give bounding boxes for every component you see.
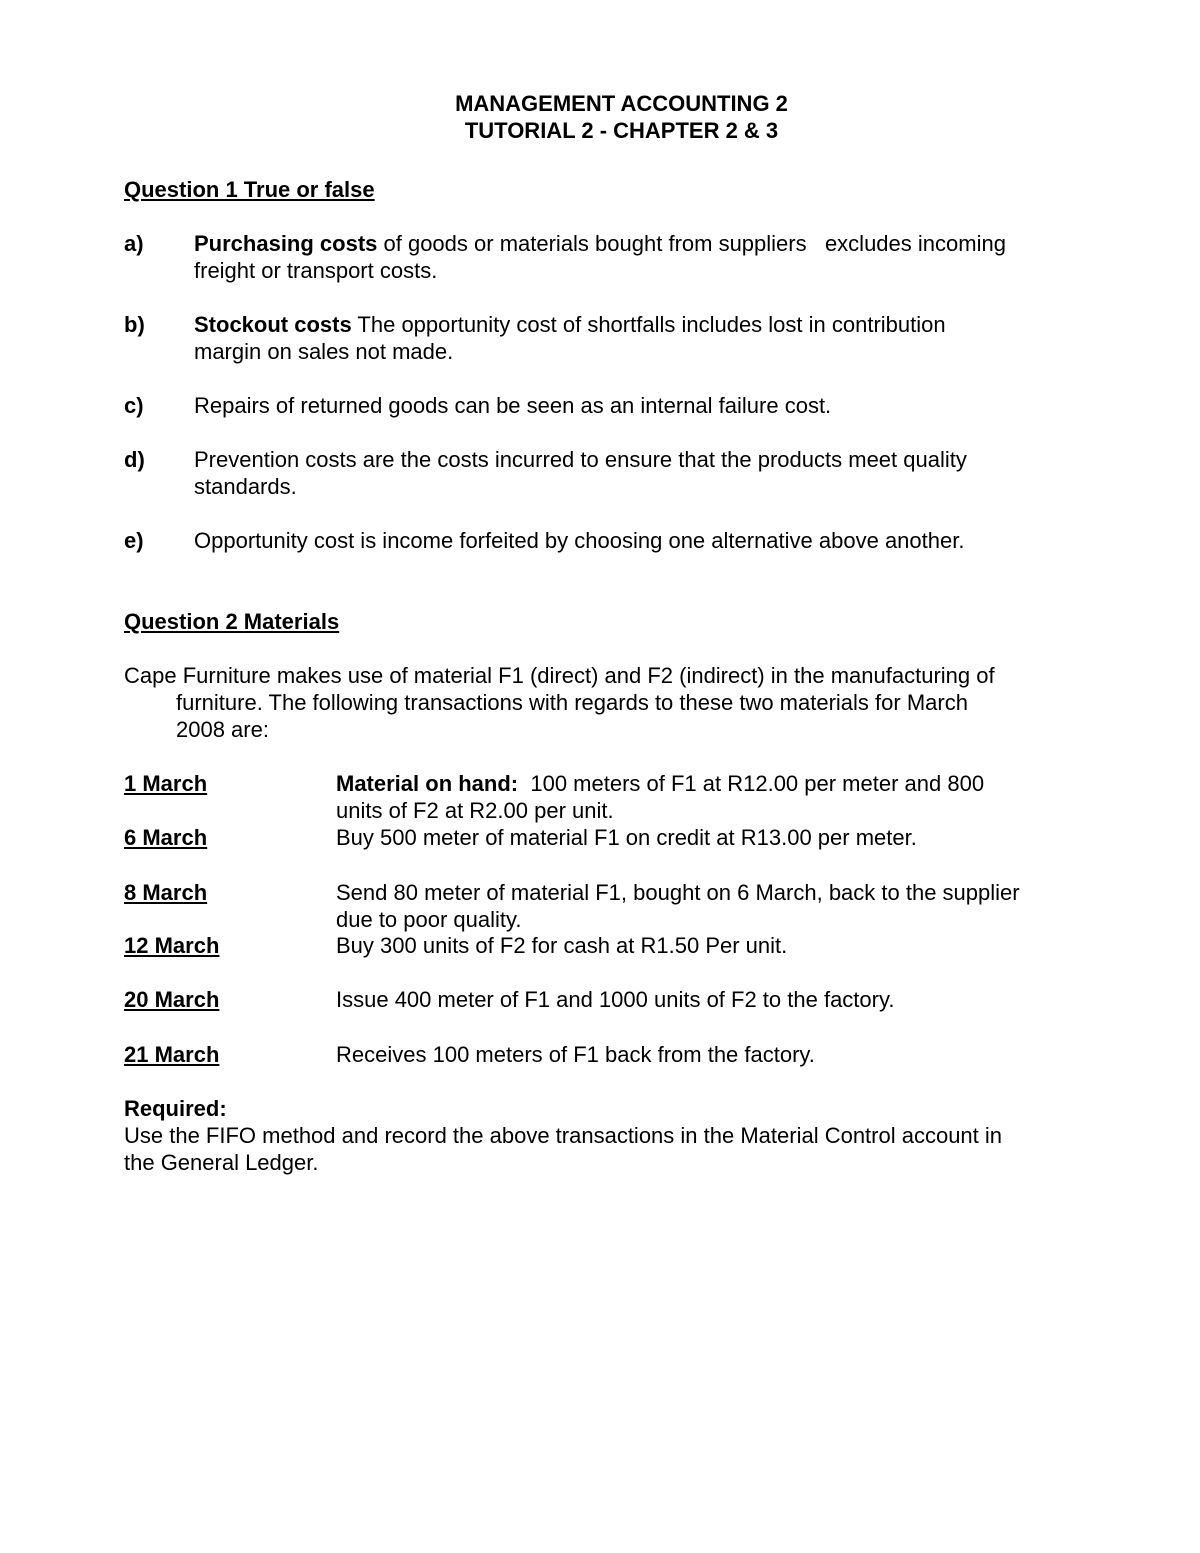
item-text-line2: freight or transport costs. <box>194 258 438 283</box>
item-text-line1: of goods or materials bought from suppliers excludes incoming <box>377 231 1006 256</box>
item-letter: d) <box>124 447 145 472</box>
question-2-heading: Question 2 Materials <box>124 609 340 634</box>
required-text <box>124 1122 1084 1176</box>
item-text-line1: Prevention costs are the costs incurred to ensure that the products meet quality <box>194 447 967 472</box>
transaction-line1: Buy 500 meter of material F1 on credit at R13.00 per meter. <box>336 825 917 850</box>
item-text-line1: Repairs of returned goods can be seen as an internal failure cost. <box>194 393 832 418</box>
transaction-line1: 100 meters of F1 at R12.00 per meter and 800 <box>518 771 985 796</box>
transaction-date: 1 March <box>124 771 208 796</box>
transaction-description <box>336 770 1084 824</box>
required-line: Use the FIFO method and record the above transactions in the Material Control account in <box>124 1123 1003 1148</box>
transaction-date: 21 March <box>124 1042 220 1067</box>
document-title: MANAGEMENT ACCOUNTING 2 <box>455 91 788 116</box>
item-bold-term: Stockout costs <box>194 312 352 337</box>
transaction-line1: Buy 300 units of F2 for cash at R1.50 Per unit. <box>336 933 788 958</box>
item-text-line2: standards. <box>194 474 297 499</box>
item-text <box>194 446 1074 500</box>
transaction-description <box>336 1041 1084 1068</box>
required-label: Required: <box>124 1096 227 1121</box>
question-1-heading: Question 1 True or false <box>124 177 375 202</box>
transaction-bold-label: Material on hand: <box>336 771 519 796</box>
transaction-date: 6 March <box>124 825 208 850</box>
item-letter: a) <box>124 231 144 256</box>
item-text <box>194 311 1074 365</box>
question-2-intro <box>124 662 1084 743</box>
document-subtitle: TUTORIAL 2 - CHAPTER 2 & 3 <box>464 118 779 143</box>
intro-line: 2008 are: <box>176 717 269 742</box>
item-text-line1: The opportunity cost of shortfalls includes lost in contribution <box>351 312 946 337</box>
transaction-description <box>336 824 1084 851</box>
item-letter: c) <box>124 393 144 418</box>
item-letter: b) <box>124 312 145 337</box>
item-text-line1: Opportunity cost is income forfeited by choosing one alternative above another. <box>194 528 965 553</box>
transaction-date: 8 March <box>124 880 208 905</box>
item-text <box>194 230 1074 284</box>
transaction-line2: units of F2 at R2.00 per unit. <box>336 798 614 823</box>
item-text <box>194 527 1074 554</box>
intro-line: furniture. The following transactions with regards to these two materials for March <box>176 690 968 715</box>
intro-line: Cape Furniture makes use of material F1 (direct) and F2 (indirect) in the manufacturing of <box>124 663 995 688</box>
transaction-description <box>336 932 1084 959</box>
transaction-date: 12 March <box>124 933 220 958</box>
item-text <box>194 392 1074 419</box>
transaction-description <box>336 986 1084 1013</box>
transaction-line1: Send 80 meter of material F1, bought on 6 March, back to the supplier <box>336 880 1020 905</box>
transaction-line1: Receives 100 meters of F1 back from the factory. <box>336 1042 815 1067</box>
transaction-line1: Issue 400 meter of F1 and 1000 units of F2 to the factory. <box>336 987 895 1012</box>
item-bold-term: Purchasing costs <box>194 231 378 256</box>
required-line: the General Ledger. <box>124 1150 319 1175</box>
transaction-line2: due to poor quality. <box>336 907 522 932</box>
transaction-description <box>336 879 1084 933</box>
item-letter: e) <box>124 528 144 553</box>
transaction-date: 20 March <box>124 987 220 1012</box>
item-text-line2: margin on sales not made. <box>194 339 454 364</box>
